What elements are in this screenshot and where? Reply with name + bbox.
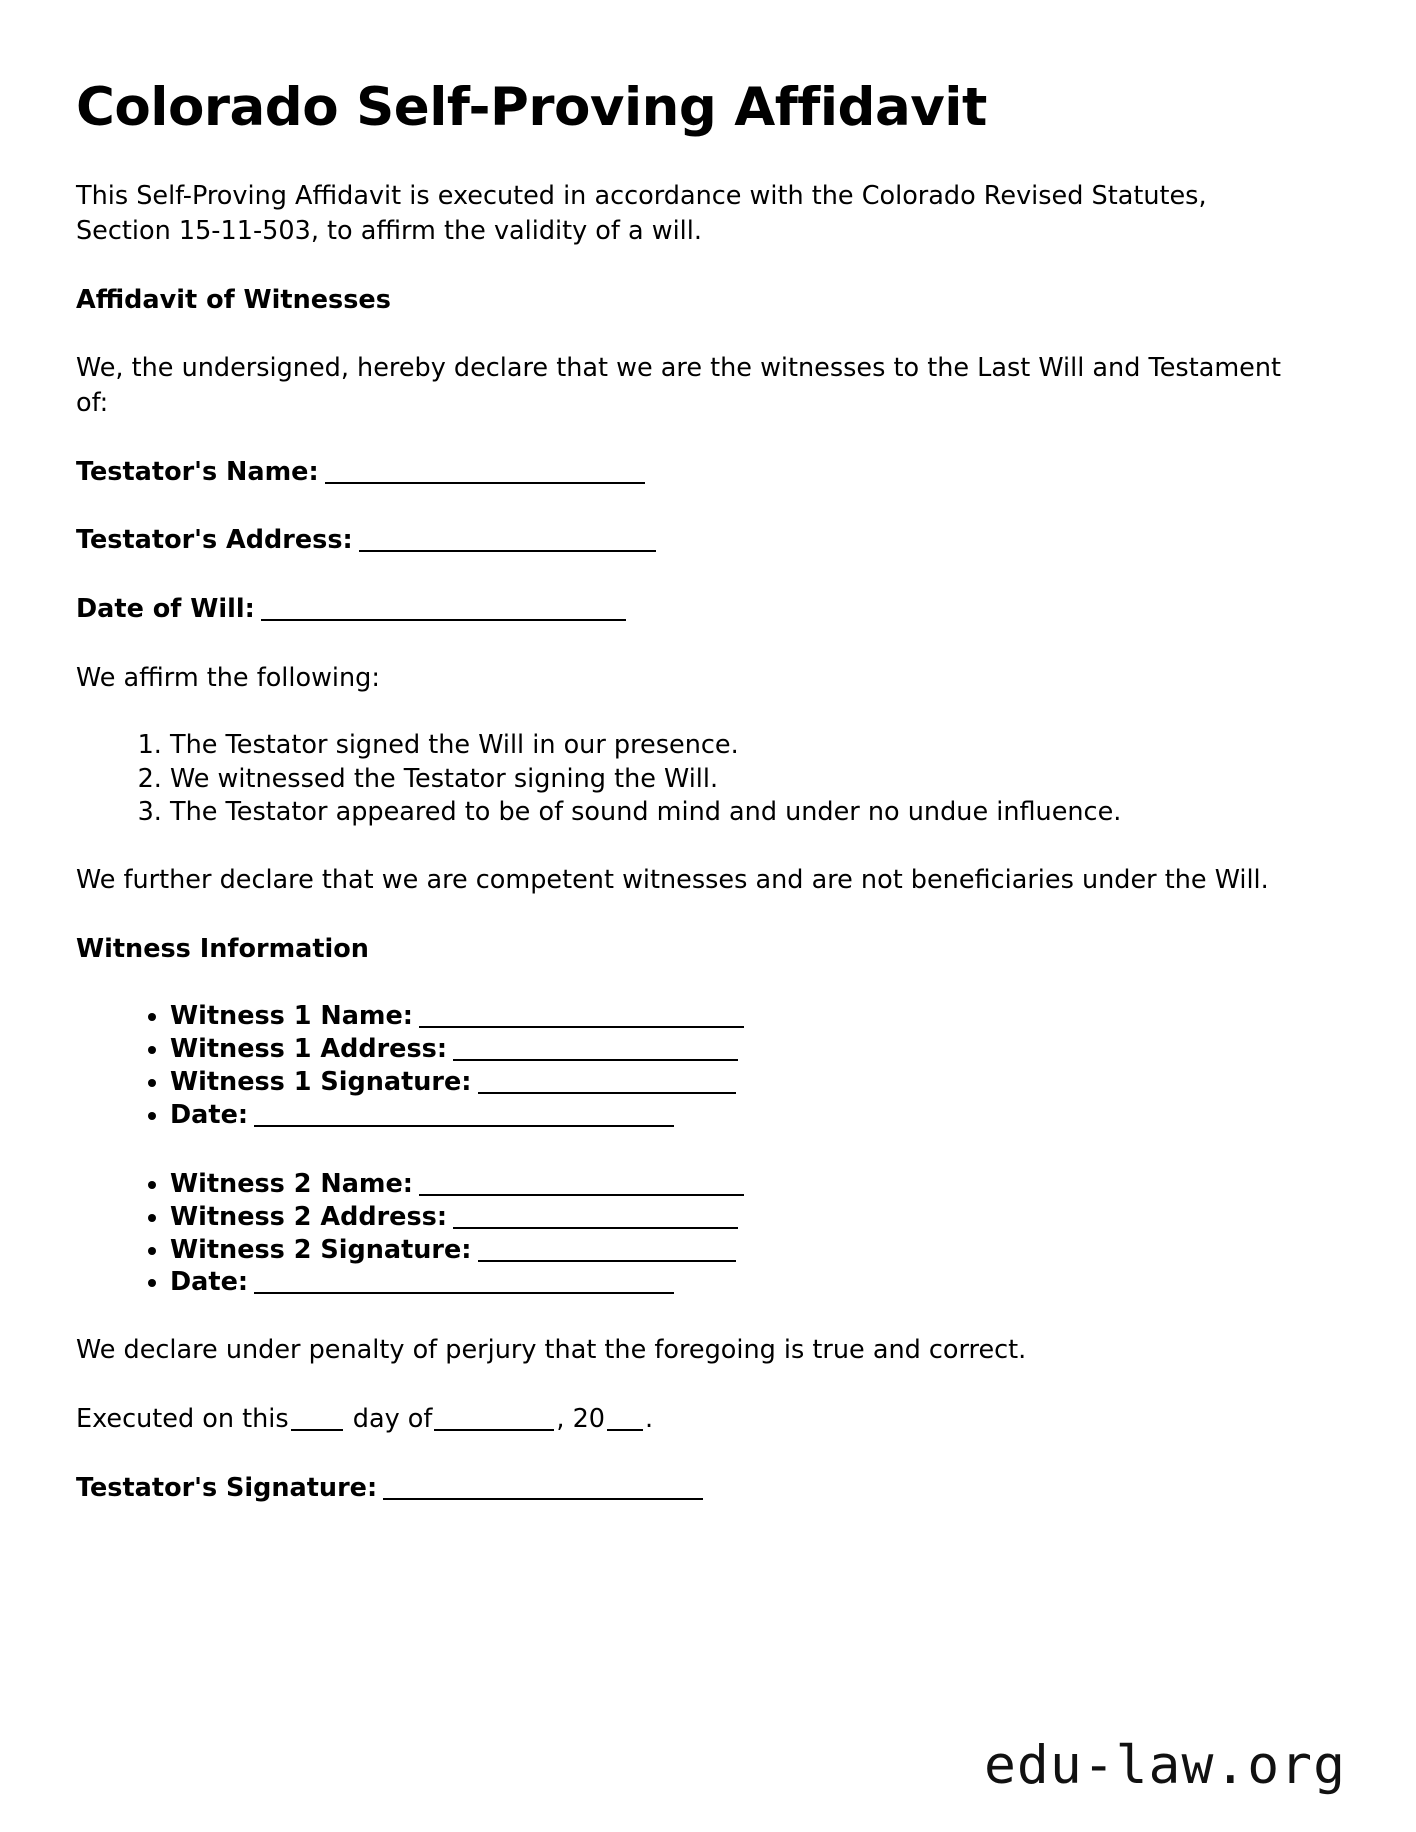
witness-2-name-blank[interactable] [419, 1194, 744, 1196]
executed-year-blank[interactable] [607, 1429, 643, 1431]
list-item [170, 1066, 1340, 1099]
executed-month-blank[interactable] [434, 1429, 554, 1431]
testator-name-label: Testator's Name: [76, 456, 319, 487]
date-of-will-label: Date of Will: [76, 594, 255, 625]
witness-2-date-blank[interactable] [254, 1292, 674, 1294]
testator-name-field [76, 455, 1340, 490]
site-watermark: edu-law.org [984, 1735, 1346, 1796]
witness-2-list [76, 1168, 1340, 1300]
list-item: 1. The Testator signed the Will in our presence. [170, 729, 1340, 762]
witness-2-signature-label: Witness 2 Signature: [170, 1234, 472, 1265]
list-item [170, 1033, 1340, 1066]
executed-day-blank[interactable] [291, 1429, 343, 1431]
testator-address-blank[interactable] [359, 550, 656, 552]
list-item [170, 1168, 1340, 1201]
executed-on-line [76, 1402, 1301, 1437]
testator-signature-blank[interactable] [383, 1498, 703, 1500]
testator-address-field [76, 523, 1340, 558]
list-item [170, 1234, 1340, 1267]
testator-signature-field [76, 1471, 1340, 1506]
affidavit-of-witnesses-heading: Affidavit of Witnesses [76, 284, 391, 315]
list-item: 3. The Testator appeared to be of sound mind and under no undue influence. [170, 796, 1340, 829]
testator-signature-label: Testator's Signature: [76, 1472, 378, 1503]
witness-1-name-label: Witness 1 Name: [170, 1001, 413, 1032]
executed-year-prefix: , 20 [556, 1403, 606, 1434]
witness-2-name-label: Witness 2 Name: [170, 1168, 413, 1199]
executed-prefix: Executed on this [76, 1403, 289, 1434]
list-item [170, 1266, 1340, 1299]
executed-suffix: . [645, 1403, 654, 1434]
witness-1-date-blank[interactable] [254, 1125, 674, 1127]
page-title: Colorado Self-Proving Affidavit [76, 77, 987, 138]
intro-paragraph: This Self-Proving Affidavit is executed in accordance with the Colorado Revised Statutes, Section 15-11-503, to affirm the validity of a will. [76, 181, 1207, 247]
date-of-will-blank[interactable] [261, 619, 626, 621]
list-item: 2. We witnessed the Testator signing the Will. [170, 763, 1340, 796]
witness-1-name-blank[interactable] [419, 1026, 744, 1028]
witness-2-address-blank[interactable] [453, 1227, 738, 1229]
affirm-intro-paragraph: We affirm the following: [76, 662, 380, 693]
witness-2-date-label: Date: [170, 1267, 249, 1298]
witness-2-signature-blank[interactable] [478, 1260, 736, 1262]
testator-name-blank[interactable] [325, 482, 645, 484]
witness-1-list [76, 1000, 1340, 1132]
list-item [170, 1000, 1340, 1033]
witness-information-heading: Witness Information [76, 933, 369, 964]
witness-1-address-label: Witness 1 Address: [170, 1034, 448, 1065]
witness-1-address-blank[interactable] [453, 1059, 738, 1061]
witness-2-address-label: Witness 2 Address: [170, 1201, 448, 1232]
affirmation-list [76, 729, 1340, 828]
witness-1-date-label: Date: [170, 1099, 249, 1130]
further-declaration-paragraph: We further declare that we are competent witnesses and are not beneficiaries under the Will. [76, 864, 1269, 895]
witness-1-signature-blank[interactable] [478, 1092, 736, 1094]
list-item [170, 1201, 1340, 1234]
witness-1-signature-label: Witness 1 Signature: [170, 1066, 472, 1097]
perjury-paragraph: We declare under penalty of perjury that the foregoing is true and correct. [76, 1335, 1027, 1366]
executed-middle: day of [352, 1403, 433, 1434]
testator-address-label: Testator's Address: [76, 525, 353, 556]
declaration-paragraph: We, the undersigned, hereby declare that we are the witnesses to the Last Will and Testament of: [76, 353, 1282, 419]
date-of-will-field [76, 592, 1340, 627]
list-item [170, 1099, 1340, 1132]
